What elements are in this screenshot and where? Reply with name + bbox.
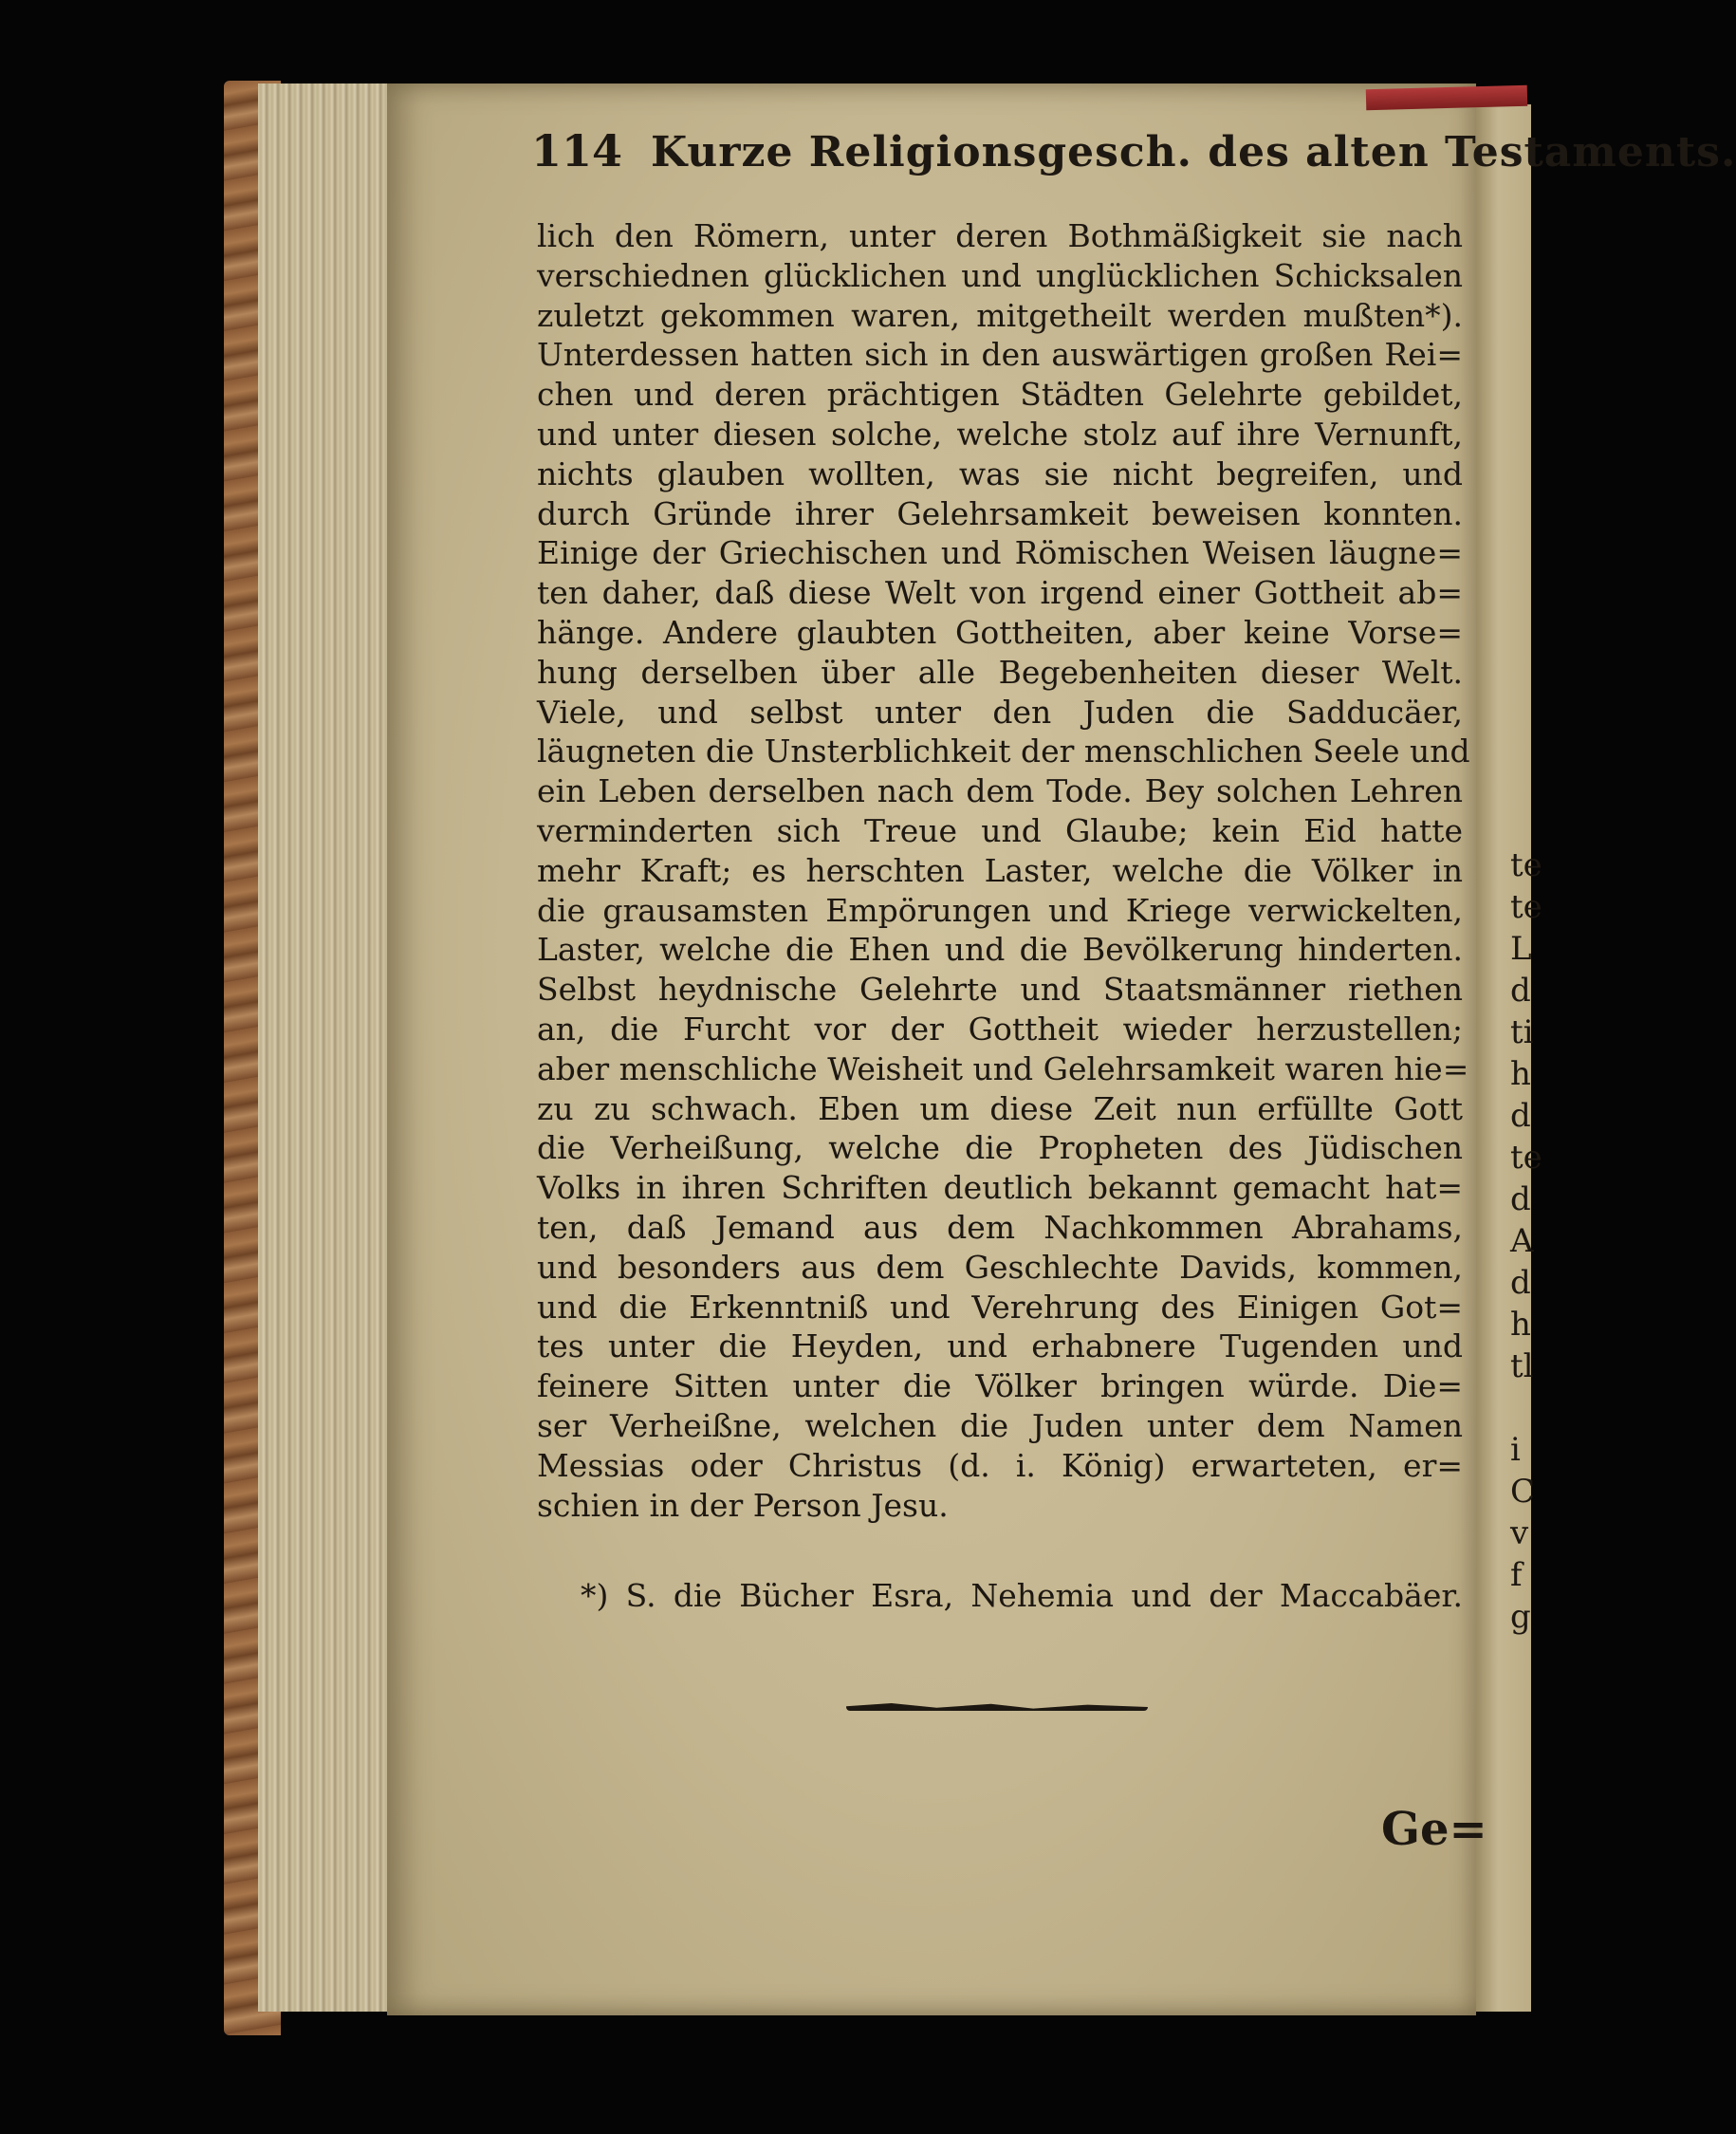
facing-fragment: g bbox=[1510, 1598, 1531, 1636]
text-line: Laster, welche die Ehen und die Bevölkerung hinderten. bbox=[537, 931, 1463, 969]
facing-fragment: ti bbox=[1510, 1013, 1534, 1051]
page-number: 114 bbox=[531, 125, 623, 176]
text-line: ser Verheißne, welchen die Juden unter dem Namen bbox=[537, 1406, 1463, 1444]
facing-fragment: d bbox=[1510, 1097, 1531, 1135]
facing-fragment: f bbox=[1510, 1556, 1523, 1594]
text-line: Selbst heydnische Gelehrte und Staatsmänner riethen bbox=[537, 971, 1463, 1009]
facing-fragment: v bbox=[1510, 1514, 1529, 1552]
facing-fragment: d bbox=[1510, 1264, 1531, 1302]
footnote: *) S. die Bücher Esra, Nehemia und der Maccabäer. bbox=[581, 1577, 1463, 1614]
facing-fragment: A bbox=[1510, 1222, 1534, 1260]
facing-fragment: te bbox=[1510, 846, 1542, 884]
facing-fragment: i bbox=[1510, 1431, 1521, 1469]
text-line: verschiednen glücklichen und unglücklichen Schicksalen bbox=[537, 256, 1463, 294]
text-line: zuletzt gekommen waren, mitgetheilt werden mußten*). bbox=[537, 296, 1463, 334]
text-line: hänge. Andere glaubten Gottheiten, aber keine Vorse= bbox=[537, 613, 1463, 651]
text-line: und unter diesen solche, welche stolz auf ihre Vernunft, bbox=[537, 415, 1463, 453]
text-line: lich den Römern, unter deren Bothmäßigkeit sie nach bbox=[537, 217, 1463, 254]
body-text bbox=[537, 216, 1470, 1525]
facing-fragment: tl bbox=[1510, 1347, 1534, 1385]
page-edges bbox=[258, 84, 400, 2012]
facing-fragment: h bbox=[1510, 1306, 1531, 1344]
catchword: Ge= bbox=[1381, 1803, 1487, 1856]
text-line: läugneten die Unsterblichkeit der menschlichen Seele und bbox=[537, 733, 1470, 770]
text-line: ten, daß Jemand aus dem Nachkommen Abrahams, bbox=[537, 1208, 1463, 1246]
facing-fragment: d bbox=[1510, 1180, 1531, 1218]
text-line: an, die Furcht vor der Gottheit wieder herzustellen; bbox=[537, 1010, 1463, 1048]
text-line: Einige der Griechischen und Römischen Weisen läugne= bbox=[537, 534, 1463, 572]
text-line: hung derselben über alle Begebenheiten dieser Welt. bbox=[537, 653, 1463, 691]
text-line: tes unter die Heyden, und erhabnere Tugenden und bbox=[537, 1327, 1463, 1365]
facing-fragment: h bbox=[1510, 1055, 1531, 1093]
text-line: nichts glauben wollten, was sie nicht begreifen, und bbox=[537, 455, 1463, 492]
text-line: mehr Kraft; es herschten Laster, welche die Völker in bbox=[537, 851, 1463, 889]
text-line: ein Leben derselben nach dem Tode. Bey solchen Lehren bbox=[537, 772, 1463, 810]
text-line: und die Erkenntniß und Verehrung des Einigen Got= bbox=[537, 1288, 1463, 1326]
text-line: die grausamsten Empörungen und Kriege verwickelten, bbox=[537, 891, 1463, 929]
text-line: Volks in ihren Schriften deutlich bekannt gemacht hat= bbox=[537, 1169, 1463, 1207]
facing-fragment: C bbox=[1510, 1473, 1536, 1511]
text-line: und besonders aus dem Geschlechte Davids, kommen, bbox=[537, 1248, 1463, 1286]
text-line: die Verheißung, welche die Propheten des Jüdischen bbox=[537, 1129, 1463, 1167]
text-line: schien in der Person Jesu. bbox=[537, 1486, 949, 1524]
text-line: Unterdessen hatten sich in den auswärtigen großen Rei= bbox=[537, 336, 1463, 374]
text-line: ten daher, daß diese Welt von irgend einer Gottheit ab= bbox=[537, 574, 1463, 612]
facing-page-text bbox=[1510, 844, 1542, 1638]
facing-fragment: L bbox=[1510, 930, 1532, 968]
facing-fragment: d bbox=[1510, 972, 1531, 1010]
text-line: durch Gründe ihrer Gelehrsamkeit beweisen konnten. bbox=[537, 494, 1463, 532]
facing-fragment: te bbox=[1510, 1139, 1542, 1177]
facing-fragment bbox=[1510, 1387, 1531, 1429]
text-line: verminderten sich Treue und Glaube; kein Eid hatte bbox=[537, 811, 1463, 849]
text-line: chen und deren prächtigen Städten Gelehrte gebildet, bbox=[537, 376, 1463, 414]
text-line: zu zu schwach. Eben um diese Zeit nun erfüllte Gott bbox=[537, 1089, 1463, 1127]
running-header bbox=[531, 125, 1736, 182]
running-title: Kurze Religionsgesch. des alten Testaments. bbox=[651, 128, 1736, 176]
text-line: feinere Sitten unter die Völker bringen würde. Die= bbox=[537, 1367, 1463, 1405]
text-line: Viele, und selbst unter den Juden die Sadducäer, bbox=[537, 693, 1463, 731]
facing-fragment: te bbox=[1510, 888, 1542, 926]
text-line: aber menschliche Weisheit und Gelehrsamkeit waren hie= bbox=[537, 1049, 1469, 1087]
bookmark-ribbon bbox=[1366, 85, 1528, 110]
text-line: Messias oder Christus (d. i. König) erwarteten, er= bbox=[537, 1446, 1463, 1484]
